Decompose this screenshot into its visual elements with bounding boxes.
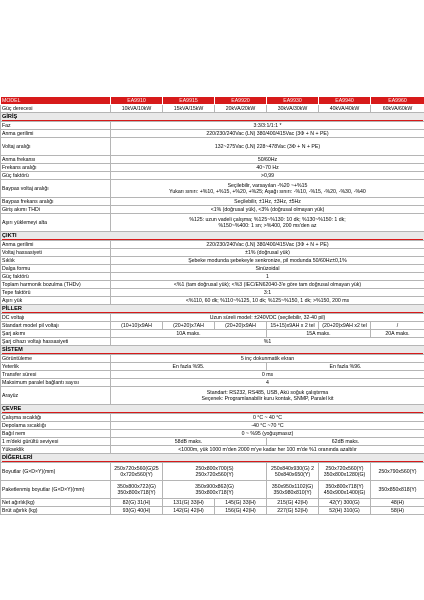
row-label: Yükseklik — [1, 446, 111, 454]
cell: 142(G) 42(H) — [163, 507, 215, 515]
spec-row — [1, 314, 424, 322]
cell-line: 450x900x1400(G) — [323, 489, 366, 496]
cell: <1% (doğrusal yük), <3% (doğrusal olmayan yük) — [111, 206, 424, 214]
cell: 3:1 — [111, 289, 424, 297]
cell — [163, 481, 267, 499]
cell: 10kVA/10kW — [111, 105, 163, 113]
cell: 40kVA/40kW — [319, 105, 371, 113]
row-label: Toplam harmonik bozulma (THDv) — [1, 281, 111, 289]
cell: 93(G) 40(H) — [111, 507, 163, 515]
cell: 0 ms — [111, 371, 424, 379]
row-label: Şarj cihazı voltajı hassasiyeti — [1, 338, 111, 346]
spec-row — [1, 206, 424, 214]
row-label: Anma gerilimi — [1, 130, 111, 138]
cell: 30kVA/30kW — [267, 105, 319, 113]
spec-row — [1, 164, 424, 172]
cell: 58(H) — [371, 507, 424, 515]
spec-row — [1, 257, 424, 265]
cell: 20kVA/20kW — [215, 105, 267, 113]
cell — [319, 481, 371, 499]
spec-row — [1, 355, 424, 363]
model-name: EA9920 — [215, 97, 267, 105]
cell: 15kVA/15kW — [163, 105, 215, 113]
cell-line: 250x720x560(Y) — [325, 465, 364, 472]
cell: Uzun süreli model: ±240VDC (seçilebilir, 32-40 pil) — [111, 314, 424, 322]
cell: <1000m, yük 1000 m'den 2000 m'ye kadar her 100 m'de %1 oranında azaltılır — [111, 446, 424, 454]
row-label: Dalga formu — [1, 265, 111, 273]
cell: <%110, 60 dk; %110~%125, 10 dk; %125~%150, 1 dk; >%150, 200 ms — [111, 297, 424, 305]
spec-sheet — [0, 96, 424, 515]
row-label: Voltaj aralığı — [1, 138, 111, 156]
row-label: Bağıl nem — [1, 430, 111, 438]
spec-row — [1, 156, 424, 164]
cell-line: 250x840x930(G) 2 — [271, 465, 314, 472]
cell — [111, 180, 424, 198]
cell: 4 — [111, 379, 424, 387]
row-label: Tepe faktörü — [1, 289, 111, 297]
row-label: Aşırı yük — [1, 297, 111, 305]
spec-row — [1, 241, 424, 249]
cell: (20+20)x7AH — [163, 322, 215, 330]
section-other — [1, 454, 424, 463]
cell: 60kVA/60kW — [371, 105, 424, 113]
cell-line: 0x720x560(Y) — [120, 471, 153, 478]
row-label: Paketlenmiş boyutlar (G×D×Y)(mm) — [1, 481, 111, 499]
cell: 62dB maks. — [267, 438, 424, 446]
row-label: Yeterlik — [1, 363, 111, 371]
spec-row — [1, 214, 424, 232]
spec-row — [1, 322, 424, 330]
cell-line: 250x720x560(Y) — [195, 471, 234, 478]
spec-row — [1, 297, 424, 305]
cell: 131(G) 33(H) — [163, 499, 215, 507]
spec-row — [1, 379, 424, 387]
cell-line: Yukarı sınırı: +%10, +%15, +%20, +%25; Aşağı sınırı: -%10, -%15, -%20, -%30, -%40 — [169, 188, 366, 195]
cell: 145(G) 33(H) — [215, 499, 267, 507]
cell — [267, 481, 319, 499]
section-title: PİLLER — [2, 306, 423, 313]
cell: 20A maks. — [371, 330, 424, 338]
spec-row — [1, 463, 424, 481]
cell: 156(G) 42(H) — [215, 507, 267, 515]
spec-row — [1, 289, 424, 297]
model-name: EA9960 — [371, 97, 424, 105]
spec-row — [1, 281, 424, 289]
cell: 0 ~ %95 (yoğuşmasız) — [111, 430, 424, 438]
row-label: Çalışma sıcaklığı — [1, 414, 111, 422]
cell: 220/230/240Vac (LN) 380/400/415Vac (3Φ + N + PE) — [111, 130, 424, 138]
row-label: Anma frekansı — [1, 156, 111, 164]
row-label: Güç faktörü — [1, 273, 111, 281]
cell: 215(G) 42(H) — [267, 499, 319, 507]
section-output — [1, 232, 424, 241]
cell: 42(Y) 300(G) — [319, 499, 371, 507]
cell-line: 350x800x722(G) — [117, 483, 156, 490]
row-label: Güç faktörü — [1, 172, 111, 180]
spec-row — [1, 249, 424, 257]
row-label: Aşırı yüklemeyi alta — [1, 214, 111, 232]
cell: / — [371, 322, 424, 330]
cell: 48(H) — [371, 499, 424, 507]
spec-row — [1, 130, 424, 138]
cell — [163, 463, 267, 481]
cell: 82(G) 31(H) — [111, 499, 163, 507]
row-label: Standart model pil voltajı — [1, 322, 111, 330]
cell-line: Seçenek: Programlanabilir kuru kontak, SNMP, Paralel kit — [201, 395, 334, 402]
row-label: Maksimum paralel bağlantı sayısı — [1, 379, 111, 387]
spec-row — [1, 414, 424, 422]
cell: 0 °C ~ 40 °C — [111, 414, 424, 422]
spec-row — [1, 122, 424, 130]
section-title: ÇIKTI — [2, 233, 423, 240]
spec-row — [1, 138, 424, 156]
cell-line: Seçilebilir, varsayılan -%20 ~+%15 — [227, 182, 308, 189]
cell: 52(H) 310(G) — [319, 507, 371, 515]
cell: (20+20)x9AH x2 tel — [319, 322, 371, 330]
cell: >0,99 — [111, 172, 424, 180]
section-battery — [1, 305, 424, 314]
section-environment — [1, 405, 424, 414]
section-title: GİRİŞ — [2, 114, 423, 121]
cell-line: 350x950x1102(G) — [271, 483, 314, 490]
cell: (10+10)x9AH — [111, 322, 163, 330]
spec-row — [1, 387, 424, 405]
section-title: DİĞERLERİ — [2, 455, 423, 462]
spec-row — [1, 499, 424, 507]
cell: 5 inç dokunmatik ekran — [111, 355, 424, 363]
spec-row — [1, 180, 424, 198]
row-label: Faz — [1, 122, 111, 130]
row-label: Transfer süresi — [1, 371, 111, 379]
cell — [111, 214, 424, 232]
cell — [319, 463, 371, 481]
cell-line: 250x800x700(S) — [195, 465, 234, 472]
cell-line: %125: uzun vadeli çalışma; %125~%130: 10 dk; %130~%150: 1 dk; — [189, 216, 346, 223]
cell: 250x790x560(Y) — [371, 463, 424, 481]
row-label: Güç derecesi — [1, 105, 111, 113]
row-label: 1 m'deki gürültü seviyesi — [1, 438, 111, 446]
cell-line: 350x800x718(Y) — [195, 489, 234, 496]
spec-row — [1, 446, 424, 454]
row-label: Şarj akımı — [1, 330, 111, 338]
spec-row — [1, 265, 424, 273]
cell — [267, 463, 319, 481]
spec-row — [1, 371, 424, 379]
row-label: Anma gerilimi — [1, 241, 111, 249]
row-label: Sıklık — [1, 257, 111, 265]
section-title: SİSTEM — [2, 347, 423, 354]
model-label: MODEL — [1, 97, 111, 105]
cell — [111, 481, 163, 499]
cell: En fazla %95. — [111, 363, 267, 371]
model-header-row — [1, 97, 424, 105]
cell: %1 — [111, 338, 424, 346]
cell: 15+15)x9AH x 2 tel — [267, 322, 319, 330]
model-name: EA9910 — [111, 97, 163, 105]
section-input — [1, 113, 424, 122]
cell: 40~70 Hz — [111, 164, 424, 172]
cell: 227(G) 52(H) — [267, 507, 319, 515]
row-label: Voltaj hassasiyeti — [1, 249, 111, 257]
cell-line: 350x800x718(Y) — [117, 489, 156, 496]
cell-line: 250x720x560(G)25 — [114, 465, 159, 472]
spec-row — [1, 330, 424, 338]
spec-row — [1, 363, 424, 371]
row-label: Frekans aralığı — [1, 164, 111, 172]
row-label: Boyutlar (G×D×Y)(mm) — [1, 463, 111, 481]
section-title: ÇEVRE — [2, 406, 423, 413]
cell-line: 350x980x810(Y) — [273, 489, 312, 496]
cell: 132~275Vac (LN) 228~478Vac (3Φ + N + PE) — [111, 138, 424, 156]
cell: 220/230/240Vac (LN) 380/400/415Vac (3Φ + N + PE) — [111, 241, 424, 249]
cell-line: 350x800x718(Y) — [325, 483, 364, 490]
cell: -40 °C ~70 °C — [111, 422, 424, 430]
cell — [111, 463, 163, 481]
cell: 350x850x818(Y) — [371, 481, 424, 499]
cell-line: 350x900x862(G) — [195, 483, 234, 490]
cell: 50/60Hz — [111, 156, 424, 164]
cell: En fazla %96. — [267, 363, 424, 371]
spec-row — [1, 481, 424, 499]
power-row — [1, 105, 424, 113]
row-label: Baypas voltaj aralığı — [1, 180, 111, 198]
row-label: Brüt ağırlık (kg) — [1, 507, 111, 515]
spec-row — [1, 198, 424, 206]
cell: Seçilebilir, ±1Hz, ±3Hz, ±5Hz — [111, 198, 424, 206]
model-name: EA9915 — [163, 97, 215, 105]
row-label: Arayüz — [1, 387, 111, 405]
row-label: Görüntüleme — [1, 355, 111, 363]
cell: Sinüzoidal — [111, 265, 424, 273]
cell: 15A maks. — [267, 330, 371, 338]
cell — [111, 387, 424, 405]
row-label: DC voltajı — [1, 314, 111, 322]
cell: 58dB maks. — [111, 438, 267, 446]
spec-row — [1, 172, 424, 180]
model-name: EA9930 — [267, 97, 319, 105]
spec-row — [1, 273, 424, 281]
row-label: Giriş akımı THDi — [1, 206, 111, 214]
cell: (20+20)x9AH — [215, 322, 267, 330]
spec-row — [1, 422, 424, 430]
spec-row — [1, 430, 424, 438]
cell-line: 50x840x650(Y) — [274, 471, 311, 478]
cell: Şebeke modunda şebekeyle senkronize, pil modunda 50/60Hz±0,1% — [111, 257, 424, 265]
cell-line: Standart: RS232, RS485, USB, Akü soğuk çalıştırma — [206, 389, 329, 396]
row-label: Net ağırlık(kg) — [1, 499, 111, 507]
row-label: Baypas frekans aralığı — [1, 198, 111, 206]
row-label: Depolama sıcaklığı — [1, 422, 111, 430]
cell: 10A maks. — [111, 330, 267, 338]
cell-line: 350x800x1280(G) — [323, 471, 366, 478]
cell: 1 — [111, 273, 424, 281]
section-system — [1, 346, 424, 355]
spec-table — [0, 96, 424, 515]
model-name: EA9940 — [319, 97, 371, 105]
spec-row — [1, 438, 424, 446]
cell: <%1 (tam doğrusal yük); <%3 (IEC/EN62040-3'e göre tam doğrusal olmayan yük) — [111, 281, 424, 289]
spec-row — [1, 507, 424, 515]
cell: ±1% (doğrusal yük) — [111, 249, 424, 257]
cell-line: %150~%400: 1 sn; >%400, 200 ms'den az — [218, 222, 317, 229]
spec-row — [1, 338, 424, 346]
cell: 3:3/3:1/1:1 * — [111, 122, 424, 130]
